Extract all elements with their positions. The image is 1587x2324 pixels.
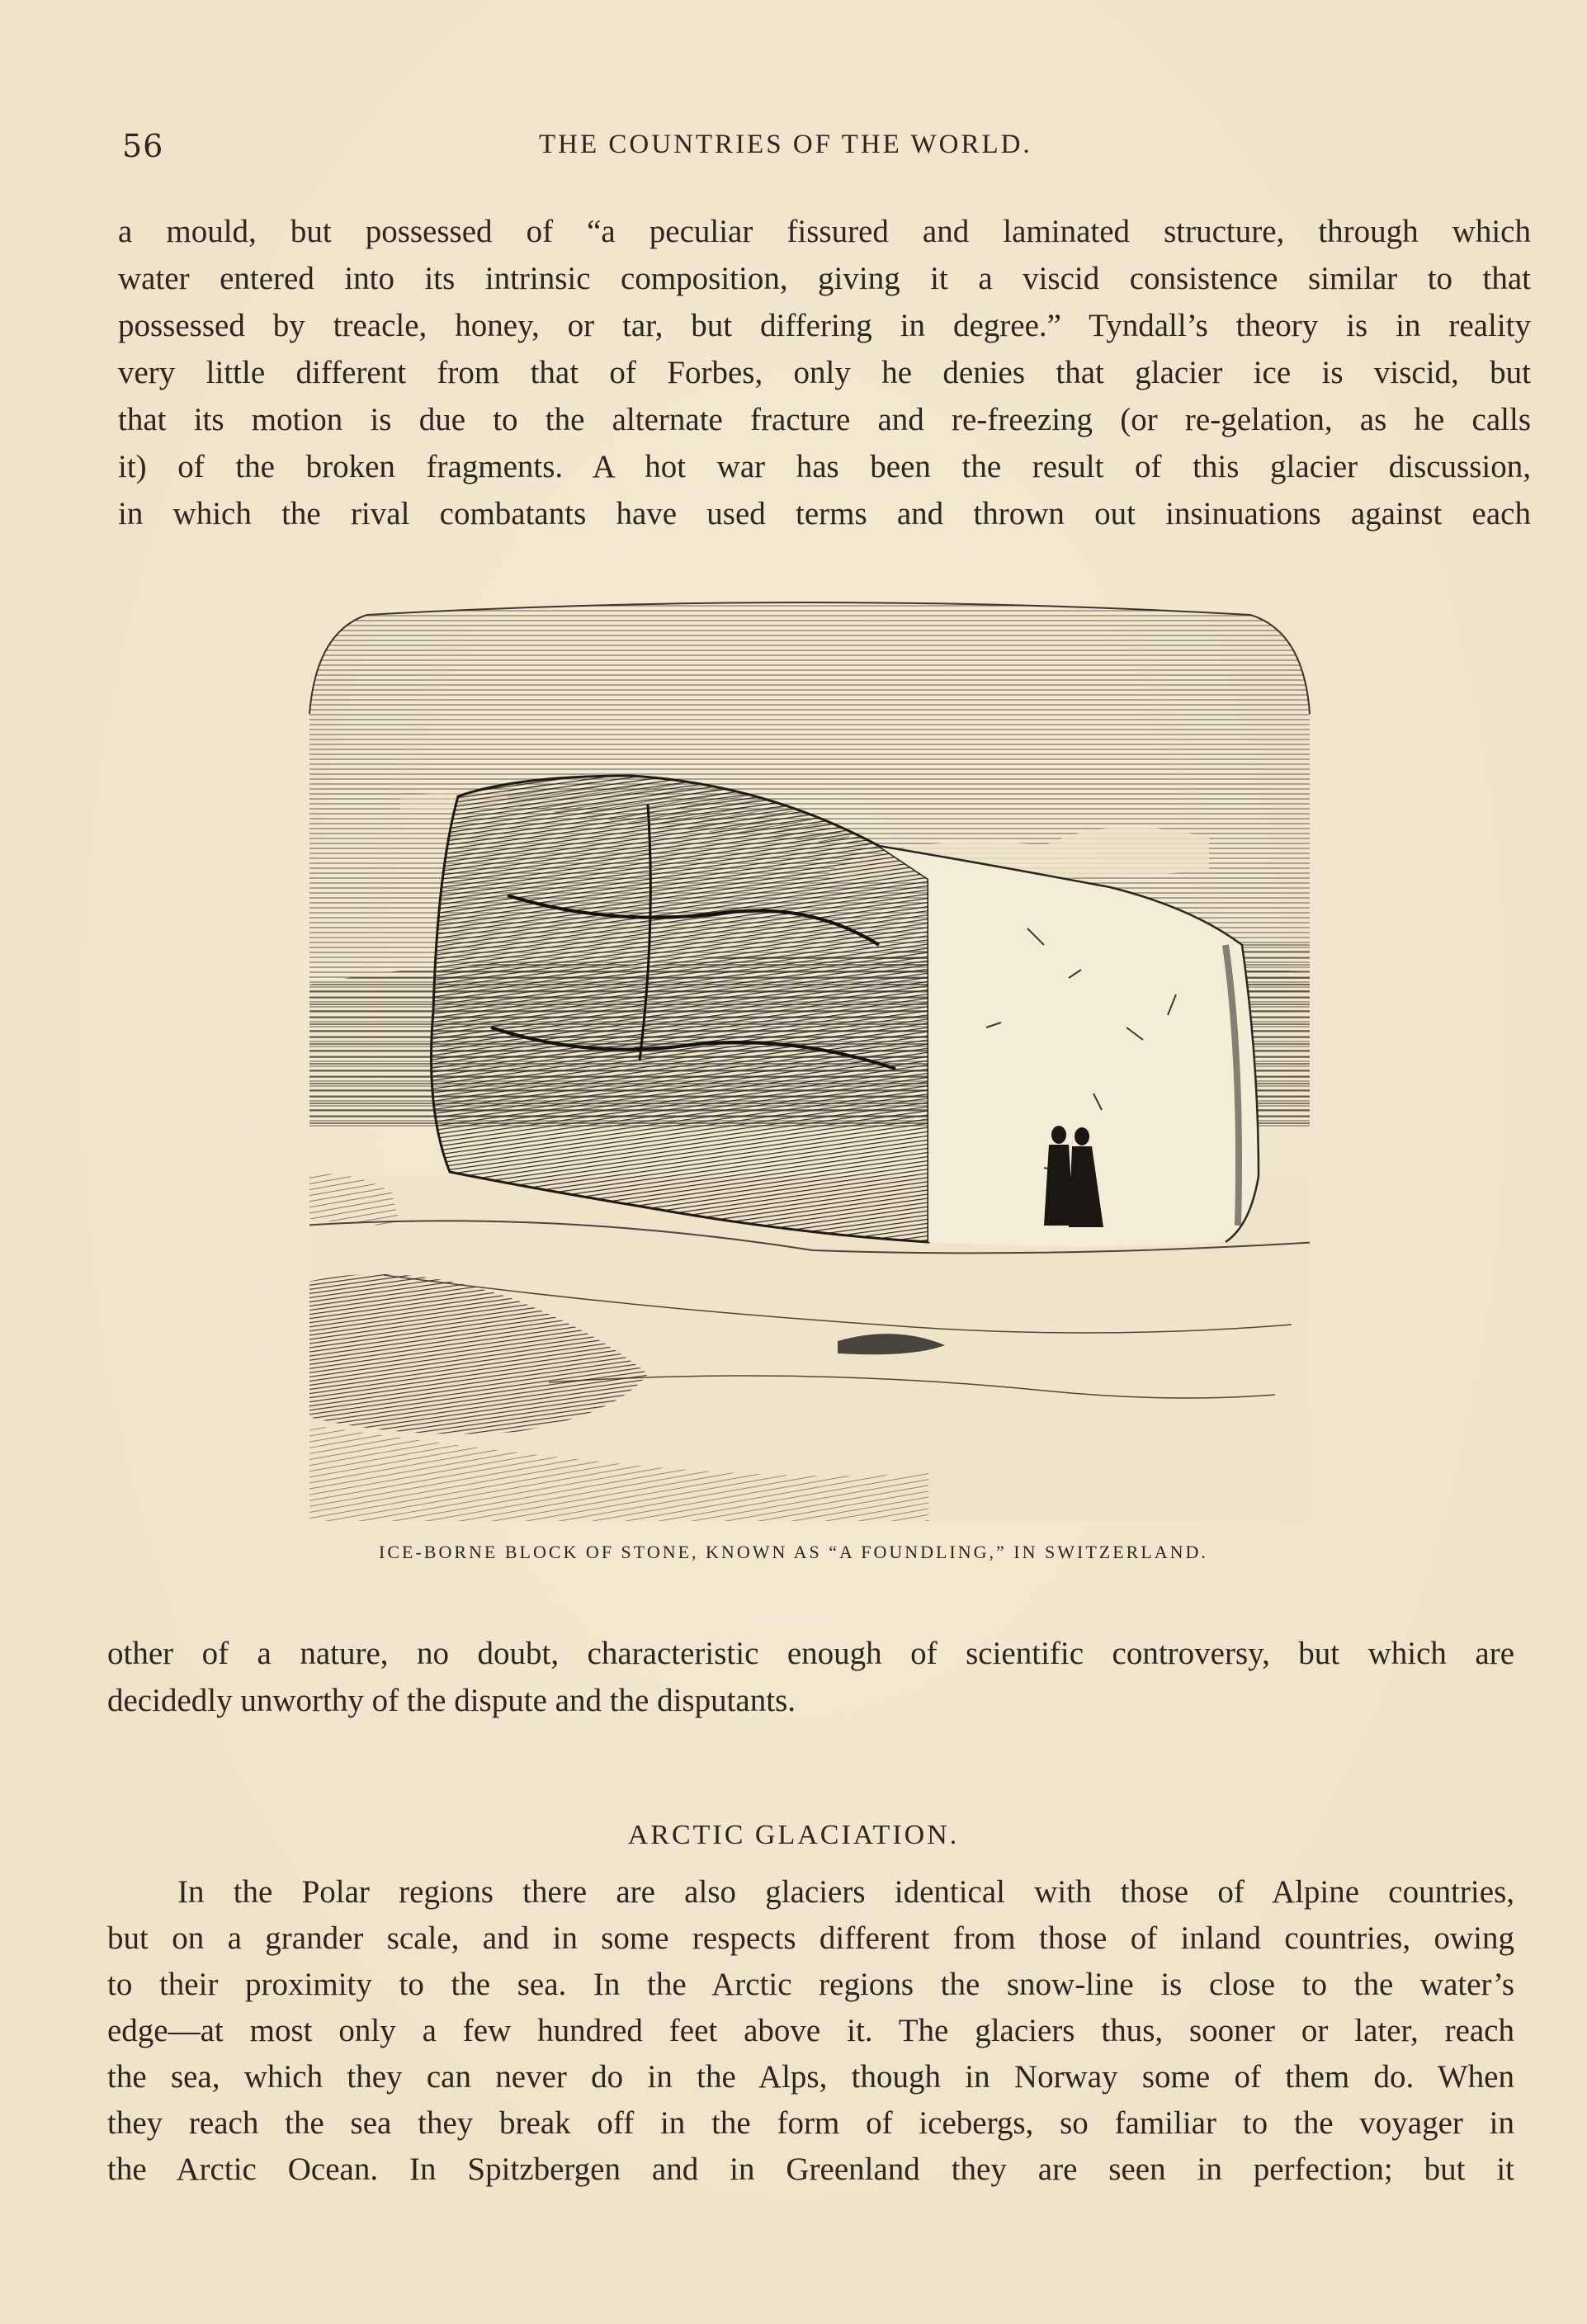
text-line: water entered into its intrinsic composition, giving it a viscid consistence similar to that bbox=[118, 261, 1531, 296]
text-line: edge—at most only a few hundred feet above it. The glaciers thus, sooner or later, reach bbox=[107, 2013, 1514, 2048]
text-line: to their proximity to the sea. In the Arctic regions the snow-line is close to the water’s bbox=[107, 1967, 1514, 2002]
text-line: very little different from that of Forbes, only he denies that glacier ice is viscid, but bbox=[118, 355, 1531, 390]
figure-caption: ICE-BORNE BLOCK OF STONE, KNOWN AS “A FOUNDLING,” IN SWITZERLAND. bbox=[379, 1542, 1208, 1562]
running-head bbox=[122, 128, 1525, 169]
text-line: In the Polar regions there are also glaciers identical with those of Alpine countries, bbox=[177, 1874, 1514, 1910]
text-line: other of a nature, no doubt, characteristic enough of scientific controversy, but which are bbox=[107, 1636, 1514, 1671]
engraving-illustration bbox=[301, 598, 1318, 1521]
text-line: that its motion is due to the alternate fracture and re-freezing (or re-gelation, as he calls bbox=[118, 402, 1531, 437]
text-line: it) of the broken fragments. A hot war has been the result of this glacier discussion, bbox=[118, 449, 1531, 484]
section-heading: ARCTIC GLACIATION. bbox=[627, 1820, 960, 1850]
paragraph-top bbox=[118, 208, 1531, 537]
text-line: the Arctic Ocean. In Spitzbergen and in Greenland they are seen in perfection; but it bbox=[107, 2152, 1514, 2187]
text-line: possessed by treacle, honey, or tar, but differing in degree.” Tyndall’s theory is in reality bbox=[118, 308, 1531, 343]
text-line: but on a grander scale, and in some respects different from those of inland countries, owing bbox=[107, 1920, 1514, 1956]
paragraph-bottom bbox=[107, 1869, 1514, 2193]
text-line: in which the rival combatants have used terms and thrown out insinuations against each bbox=[118, 496, 1531, 531]
text-line: a mould, but possessed of “a peculiar fissured and laminated structure, through which bbox=[118, 214, 1531, 249]
text-line: they reach the sea they break off in the form of icebergs, so familiar to the voyager in bbox=[107, 2105, 1514, 2141]
text-line: decidedly unworthy of the dispute and the disputants. bbox=[107, 1683, 796, 1718]
paragraph-middle bbox=[107, 1630, 1514, 1724]
page-number: 56 bbox=[122, 128, 164, 164]
book-title: THE COUNTRIES OF THE WORLD. bbox=[539, 130, 1032, 159]
text-line: the sea, which they can never do in the Alps, though in Norway some of them do. When bbox=[107, 2059, 1514, 2095]
